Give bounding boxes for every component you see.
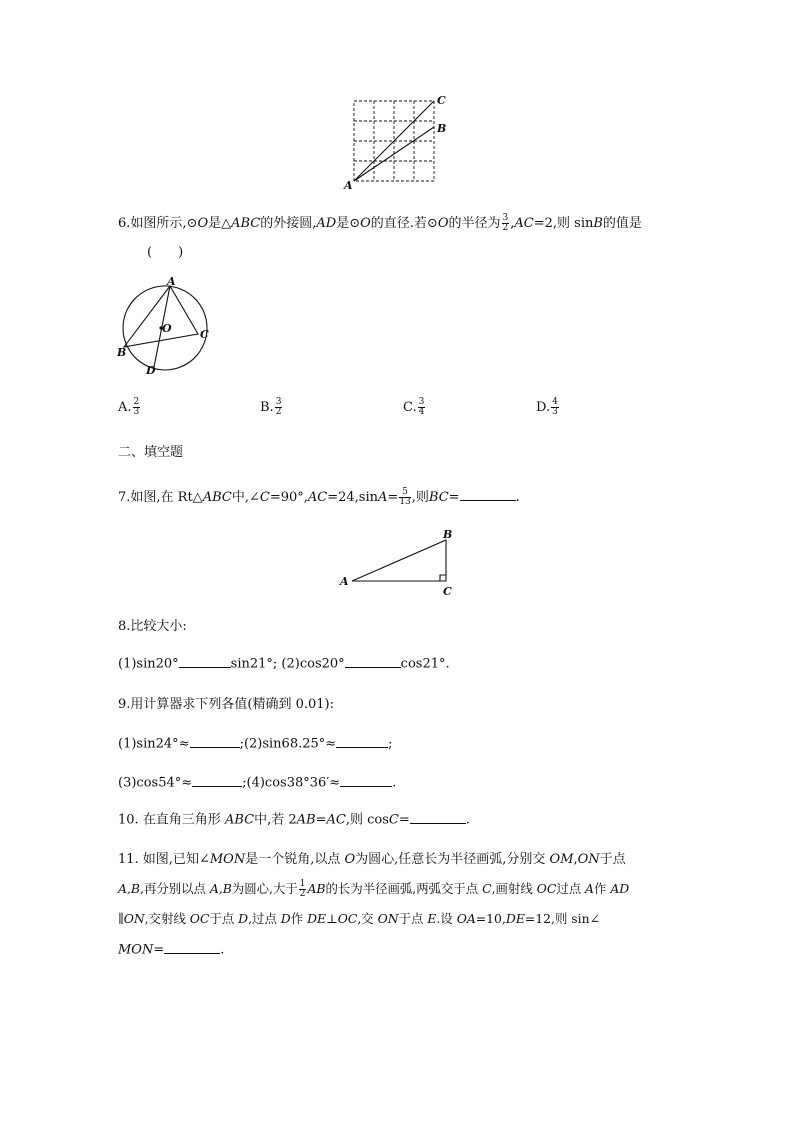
answer-blank-q9-2[interactable] [336, 735, 388, 748]
question-6-stem: 6.如图所示,⊙O是△ABC的外接圆,AD是⊙O的直径.若⊙O的半径为 $\frac{3}{2}$ ,AC=2,则 sinB的值是 [118, 213, 642, 233]
question-11-line-1: 11. 如图,已知∠MON是一个锐角,以点 O为圆心,任意长为半径画弧,分别交 OM,ON于点 [118, 852, 626, 867]
question-7-stem: 7.如图,在 Rt△ABC中,∠C=90°,AC=24,sinA= $\frac{5}{13}$ ,则BC= . [118, 487, 520, 507]
question-8-title: 8.比较大小: [118, 619, 187, 634]
answer-blank-q9-3[interactable] [192, 774, 242, 787]
answer-blank-q11[interactable] [164, 941, 220, 954]
question-9-line-1: (1)sin24°≈ ;(2)sin68.25°≈ ; [118, 736, 393, 752]
answer-blank-q9-4[interactable] [340, 774, 392, 787]
question-10-stem: 10. 在直角三角形 ABC中,若 2AB=AC,则 cosC= . [118, 812, 470, 828]
circle-label-c: C [200, 328, 209, 341]
answer-blank-q9-1[interactable] [190, 735, 240, 748]
answer-blank-q7[interactable] [460, 488, 516, 501]
option-a[interactable]: A. $\frac{2}{3}$ [118, 397, 140, 417]
question-11-line-3: ∥ON,交射线 OC于点 D,过点 D作 DE⊥OC,交 ON于点 E.设 OA=10,DE=12,则 sin∠ [118, 911, 600, 926]
circle-label-b: B [117, 346, 127, 359]
triangle-label-a: A [340, 575, 349, 588]
right-angle-mark [440, 575, 446, 581]
question-6-answer-paren: ( ) [147, 245, 184, 260]
answer-blank-q8-1[interactable] [179, 655, 231, 668]
option-b[interactable]: B. $\frac{3}{2}$ [260, 397, 282, 417]
question-8-parts: (1)sin20° sin21°; (2)cos20° cos21°. [118, 656, 450, 672]
circle-figure [112, 276, 216, 378]
circle-label-a: A [167, 276, 176, 288]
right-triangle-figure [336, 526, 460, 598]
question-11-line-2: A,B,再分别以点 A,B为圆心,大于 $\frac{1}{2}$ AB的长为半径画弧,两弧交于点 C,画射线 OC过点 A作 AD [118, 879, 630, 899]
triangle-label-b: B [443, 528, 453, 541]
section-heading-fill-in: 二、填空题 [118, 445, 184, 460]
option-c[interactable]: C. $\frac{3}{4}$ [403, 397, 425, 417]
grid-label-a: A [344, 179, 353, 192]
option-d[interactable]: D. $\frac{4}{3}$ [536, 397, 558, 417]
radius-fraction: $\frac{3}{2}$ [502, 213, 509, 233]
grid-label-c: C [437, 94, 446, 107]
answer-blank-q10[interactable] [410, 811, 466, 824]
question-11-line-4: MON= . [118, 942, 225, 958]
triangle-label-c: C [443, 585, 452, 598]
triangle-abc [124, 286, 198, 347]
grid-figure [340, 92, 450, 192]
answer-blank-q8-2[interactable] [345, 655, 401, 668]
circle-label-d: D [146, 364, 156, 377]
question-9-line-2: (3)cos54°≈ ;(4)cos38°36′≈ . [118, 775, 397, 791]
circle-label-o: O [162, 322, 172, 335]
question-9-title: 9.用计算器求下列各值(精确到 0.01): [118, 697, 335, 712]
grid-label-b: B [437, 122, 447, 135]
